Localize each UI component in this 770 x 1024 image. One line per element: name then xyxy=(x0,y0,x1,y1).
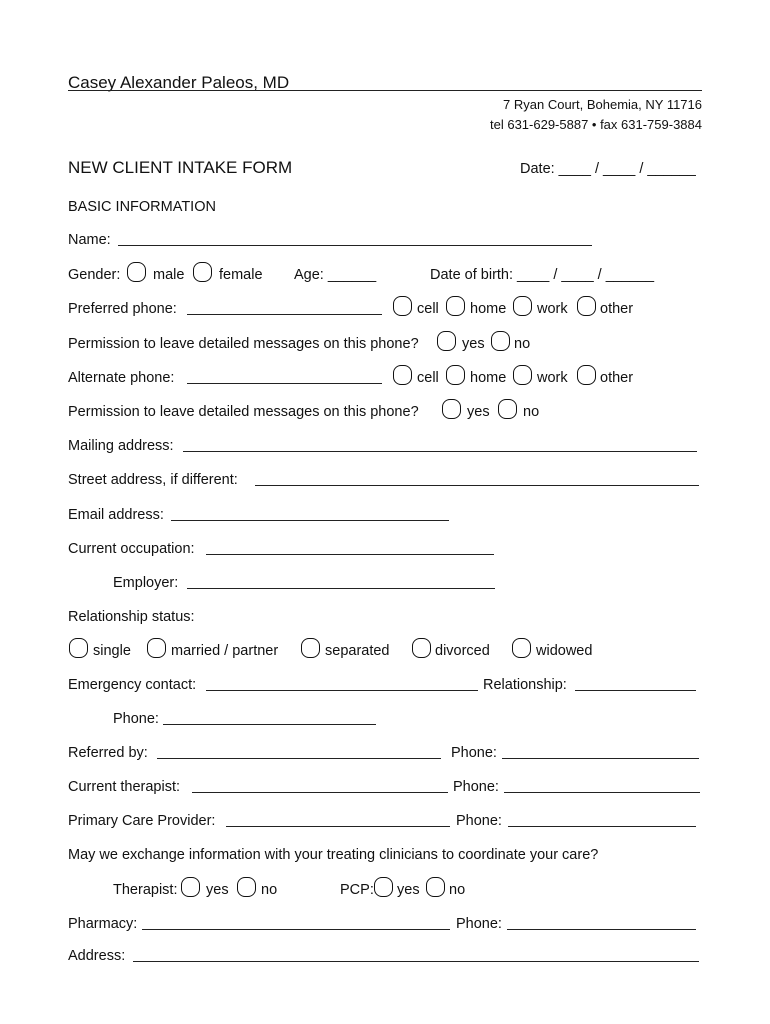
street-address-field[interactable] xyxy=(255,485,699,486)
alternate-phone-label: Alternate phone: xyxy=(68,370,175,386)
street-address-label: Street address, if different: xyxy=(68,472,238,488)
therapist-consent-label: Therapist: xyxy=(113,882,178,898)
pcp-no-label: no xyxy=(449,882,466,898)
status-married-label: married / partner xyxy=(171,643,279,659)
therapist-phone-field[interactable] xyxy=(504,792,700,793)
therapist-yes-checkbox[interactable] xyxy=(181,877,200,897)
current-therapist-field[interactable] xyxy=(192,792,448,793)
permission-yes-label-2: yes xyxy=(467,404,490,420)
current-therapist-label: Current therapist: xyxy=(68,779,181,795)
dob-field[interactable]: Date of birth: ____ / ____ / ______ xyxy=(430,267,655,283)
permission-label-2: Permission to leave detailed messages on this phone? xyxy=(68,404,419,420)
occupation-label: Current occupation: xyxy=(68,541,195,557)
status-widowed-label: widowed xyxy=(536,643,593,659)
preferred-other-checkbox[interactable] xyxy=(577,296,596,316)
permission-yes-checkbox-1[interactable] xyxy=(437,331,456,351)
gender-label: Gender: xyxy=(68,267,121,283)
status-widowed-checkbox[interactable] xyxy=(512,638,531,658)
alternate-cell-checkbox[interactable] xyxy=(393,365,412,385)
employer-label: Employer: xyxy=(113,575,179,591)
permission-yes-checkbox-2[interactable] xyxy=(442,399,461,419)
alternate-other-checkbox[interactable] xyxy=(577,365,596,385)
email-label: Email address: xyxy=(68,507,164,523)
mailing-address-label: Mailing address: xyxy=(68,438,174,454)
status-single-checkbox[interactable] xyxy=(69,638,88,658)
date-field[interactable]: Date: ____ / ____ / ______ xyxy=(520,161,696,177)
email-field[interactable] xyxy=(171,520,449,521)
occupation-field[interactable] xyxy=(206,554,494,555)
preferred-phone-field[interactable] xyxy=(187,314,382,315)
pharmacy-phone-label: Phone: xyxy=(456,916,502,932)
practitioner-name: Casey Alexander Paleos, MD xyxy=(68,73,290,92)
employer-field[interactable] xyxy=(187,588,495,589)
alternate-home-checkbox[interactable] xyxy=(446,365,465,385)
pcp-no-checkbox[interactable] xyxy=(426,877,445,897)
alternate-phone-field[interactable] xyxy=(187,383,382,384)
therapist-yes-label: yes xyxy=(206,882,229,898)
referred-by-field[interactable] xyxy=(157,758,441,759)
status-married-checkbox[interactable] xyxy=(147,638,166,658)
relationship-status-label: Relationship status: xyxy=(68,609,195,625)
relationship-label: Relationship: xyxy=(483,677,567,693)
relationship-field[interactable] xyxy=(575,690,696,691)
emergency-contact-label: Emergency contact: xyxy=(68,677,197,693)
permission-yes-label-1: yes xyxy=(462,336,485,352)
preferred-work-checkbox[interactable] xyxy=(513,296,532,316)
pharmacy-field[interactable] xyxy=(142,929,450,930)
pharmacy-label: Pharmacy: xyxy=(68,916,138,932)
name-label: Name: xyxy=(68,232,111,248)
header-rule xyxy=(68,90,702,91)
referred-by-label: Referred by: xyxy=(68,745,148,761)
gender-male-label: male xyxy=(153,267,185,283)
status-separated-checkbox[interactable] xyxy=(301,638,320,658)
gender-female-checkbox[interactable] xyxy=(193,262,212,282)
permission-no-label-2: no xyxy=(523,404,540,420)
pcp-yes-checkbox[interactable] xyxy=(374,877,393,897)
status-single-label: single xyxy=(93,643,131,659)
status-divorced-checkbox[interactable] xyxy=(412,638,431,658)
permission-no-checkbox-1[interactable] xyxy=(491,331,510,351)
preferred-other-label: other xyxy=(600,301,634,317)
permission-no-checkbox-2[interactable] xyxy=(498,399,517,419)
practice-contact: tel 631-629-5887 • fax 631-759-3884 xyxy=(490,117,702,132)
pharmacy-address-field[interactable] xyxy=(133,961,699,962)
mailing-address-field[interactable] xyxy=(183,451,697,452)
pcp-provider-field[interactable] xyxy=(226,826,450,827)
preferred-home-checkbox[interactable] xyxy=(446,296,465,316)
practice-address: 7 Ryan Court, Bohemia, NY 11716 xyxy=(503,97,702,112)
alternate-cell-label: cell xyxy=(417,370,439,386)
alternate-other-label: other xyxy=(600,370,634,386)
referred-phone-field[interactable] xyxy=(502,758,699,759)
status-divorced-label: divorced xyxy=(435,643,490,659)
alternate-work-label: work xyxy=(537,370,568,386)
name-field[interactable] xyxy=(118,245,592,246)
pcp-yes-label: yes xyxy=(397,882,420,898)
pcp-phone-label: Phone: xyxy=(456,813,502,829)
gender-male-checkbox[interactable] xyxy=(127,262,146,282)
preferred-phone-label: Preferred phone: xyxy=(68,301,177,317)
status-separated-label: separated xyxy=(325,643,390,659)
alternate-home-label: home xyxy=(470,370,507,386)
preferred-cell-label: cell xyxy=(417,301,439,317)
gender-female-label: female xyxy=(219,267,263,283)
permission-no-label-1: no xyxy=(514,336,531,352)
preferred-home-label: home xyxy=(470,301,507,317)
emergency-phone-label: Phone: xyxy=(113,711,159,727)
emergency-phone-field[interactable] xyxy=(163,724,376,725)
pcp-consent-label: PCP: xyxy=(340,882,374,898)
form-title: NEW CLIENT INTAKE FORM xyxy=(68,158,293,177)
age-field[interactable]: Age: ______ xyxy=(294,267,377,283)
pharmacy-address-label: Address: xyxy=(68,948,126,964)
pharmacy-phone-field[interactable] xyxy=(507,929,696,930)
emergency-contact-field[interactable] xyxy=(206,690,478,691)
therapist-no-checkbox[interactable] xyxy=(237,877,256,897)
therapist-no-label: no xyxy=(261,882,278,898)
permission-label-1: Permission to leave detailed messages on this phone? xyxy=(68,336,419,352)
preferred-work-label: work xyxy=(537,301,568,317)
alternate-work-checkbox[interactable] xyxy=(513,365,532,385)
therapist-phone-label: Phone: xyxy=(453,779,499,795)
pcp-provider-label: Primary Care Provider: xyxy=(68,813,216,829)
section-basic-information: BASIC INFORMATION xyxy=(68,199,216,215)
preferred-cell-checkbox[interactable] xyxy=(393,296,412,316)
exchange-question: May we exchange information with your treating clinicians to coordinate your care? xyxy=(68,847,599,863)
pcp-phone-field[interactable] xyxy=(508,826,696,827)
referred-phone-label: Phone: xyxy=(451,745,497,761)
